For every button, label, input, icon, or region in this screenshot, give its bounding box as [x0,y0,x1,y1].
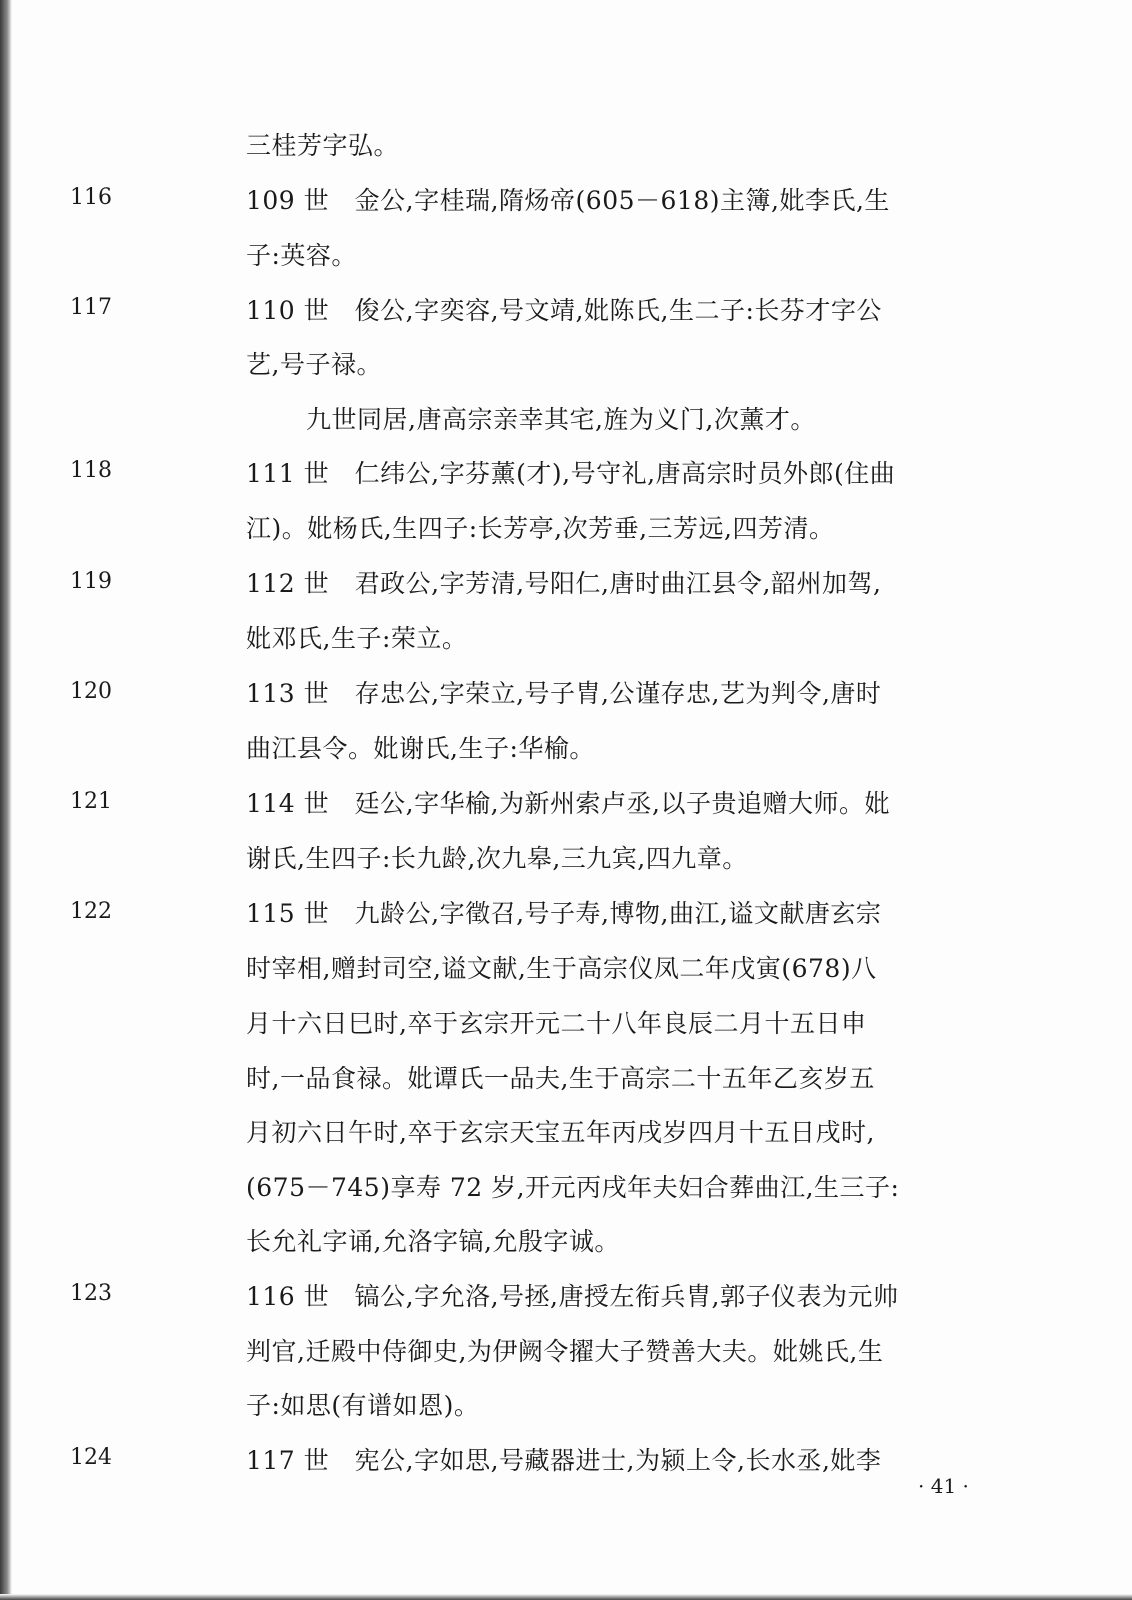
text-line: 长允礼字诵,允洛字镐,允殷字诚。 [246,1227,620,1256]
text-line: 艺,号子禄。 [246,350,382,379]
row-number: 117 [70,295,112,320]
page-bottom-shadow [0,1594,1132,1600]
text-line: 113 世 存忠公,字荣立,号子胄,公谨存忠,艺为判令,唐时 [246,679,882,708]
text-line: 117 世 宪公,字如思,号藏器进士,为颍上令,长水丞,妣李 [246,1446,882,1475]
row-number: 120 [70,679,112,704]
text-line: 江)。妣杨氏,生四子:长芳亭,次芳垂,三芳远,四芳清。 [246,514,835,543]
text-line: 112 世 君政公,字芳清,号阳仁,唐时曲江县令,韶州加驾, [246,569,882,598]
row-number: 116 [70,185,112,210]
text-line: 子:如思(有谱如恩)。 [246,1391,480,1420]
text-line: 月初六日午时,卒于玄宗天宝五年丙戌岁四月十五日戌时, [246,1118,875,1147]
text-line: 曲江县令。妣谢氏,生子:华榆。 [246,734,595,763]
text-line: 子:英容。 [246,241,357,270]
text-line: 九世同居,唐高宗亲幸其宅,旌为义门,次薰才。 [306,405,816,434]
text-line: 109 世 金公,字桂瑞,隋炀帝(605－618)主簿,妣李氏,生 [246,186,890,215]
row-number: 122 [70,899,112,924]
text-line: 谢氏,生四子:长九龄,次九皋,三九宾,四九章。 [246,844,748,873]
text-line: 时,一品食禄。妣谭氏一品夫,生于高宗二十五年乙亥岁五 [246,1064,875,1093]
text-line: 110 世 俊公,字奕容,号文靖,妣陈氏,生二子:长芬才字公 [246,296,882,325]
text-line: 月十六日巳时,卒于玄宗开元二十八年良辰二月十五日申 [246,1009,867,1038]
text-line: 妣邓氏,生子:荣立。 [246,624,468,653]
text-line: 114 世 廷公,字华榆,为新州索卢丞,以子贵追赠大师。妣 [246,789,891,818]
row-number: 123 [70,1281,112,1306]
text-line: 116 世 镐公,字允洛,号拯,唐授左衔兵胄,郭子仪表为元帅 [246,1282,899,1311]
text-line: (675－745)享寿 72 岁,开元丙戌年夫妇合葬曲江,生三子: [246,1173,900,1202]
row-number: 118 [70,458,112,483]
page-binding-shadow [0,0,12,1600]
text-line: 115 世 九龄公,字徵召,号子寿,博物,曲江,谥文献唐玄宗 [246,899,882,928]
text-line: 判官,迁殿中侍御史,为伊阙令擢大子赞善大夫。妣姚氏,生 [246,1337,884,1366]
row-number: 121 [70,789,112,814]
text-line: 时宰相,赠封司空,谥文献,生于高宗仪凤二年戊寅(678)八 [246,954,877,983]
row-number: 119 [70,569,112,594]
text-line: 三桂芳字弘。 [246,131,400,160]
page-number: · 41 · [918,1474,969,1498]
text-line: 111 世 仁纬公,字芬薰(才),号守礼,唐高宗时员外郎(住曲 [246,459,896,488]
row-number: 124 [70,1445,112,1470]
